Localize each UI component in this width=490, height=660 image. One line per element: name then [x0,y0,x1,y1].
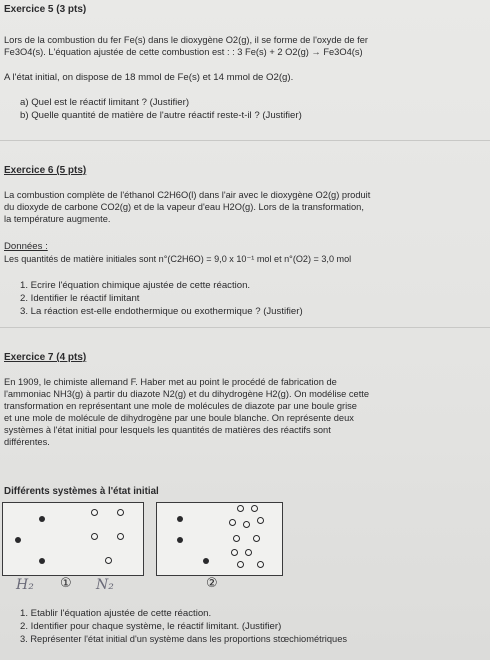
dihydrogen-molecule [243,521,250,528]
ex5-paragraph-line2: Fe3O4(s). L'équation ajustée de cette combustion est : : 3 Fe(s) + 2 O2(g) → Fe3O4(s) [4,47,363,57]
ex7-paragraph-line4: et une mole de molécule de dihydrogène par une boule blanche. On représente deux [4,413,354,423]
ex7-paragraph-line6: différentes. [4,437,50,447]
dihydrogen-molecule [229,519,236,526]
dihydrogen-molecule [117,509,124,516]
ex6-data-heading: Données : [4,241,48,252]
dihydrogen-molecule [257,561,264,568]
ex7-question-2: 2. Identifier pour chaque système, le réactif limitant. (Justifier) [20,621,282,632]
dihydrogen-molecule [91,509,98,516]
system-1-label: ① [60,575,72,590]
ex6-question-1: 1. Ecrire l'équation chimique ajustée de cette réaction. [20,280,251,291]
section-divider [0,327,490,328]
section-divider [0,140,490,141]
ex7-paragraph-line5: systèmes à l'état initial pour lesquels les quantités de matières des réactifs sont [4,425,331,435]
ex6-question-3: 3. La réaction est-elle endothermique ou exothermique ? (Justifier) [20,306,303,317]
ex7-paragraph-line3: transformation en représentant une mole de molécules de diazote par une boule grise [4,401,357,411]
dihydrogen-molecule [237,561,244,568]
diazote-molecule [203,558,209,564]
dihydrogen-molecule [257,517,264,524]
ex6-paragraph-line3: la température augmente. [4,214,111,224]
ex5-paragraph-line1: Lors de la combustion du fer Fe(s) dans le dioxygène O2(g), il se forme de l'oxyde de fer [4,35,369,45]
ex7-title: Exercice 7 (4 pts) [4,352,87,363]
dihydrogen-molecule [117,533,124,540]
ex7-paragraph-line2: l'ammoniac NH3(g) à partir du diazote N2(g) et du dihydrogène H2(g). On modélise cette [4,389,370,399]
dihydrogen-molecule [91,533,98,540]
dihydrogen-molecule [105,557,112,564]
ex7-question-3: 3. Représenter l'état initial d'un système dans les proportions stœchiométriques [20,634,348,644]
dihydrogen-molecule [237,505,244,512]
dihydrogen-molecule [251,505,258,512]
ex6-paragraph-line2: du dioxyde de carbone CO2(g) et de la vapeur d'eau H2O(g). Lors de la transformation, [4,202,364,212]
system-1-box [2,502,144,576]
dihydrogen-molecule [253,535,260,542]
system-2-box [156,502,283,576]
diazote-molecule [39,516,45,522]
dihydrogen-molecule [233,535,240,542]
ex5-initial-state: A l'état initial, on dispose de 18 mmol de Fe(s) et 14 mmol de O2(g). [4,72,294,83]
ex5-question-b: b) Quelle quantité de matière de l'autre réactif reste-t-il ? (Justifier) [20,110,302,121]
ex6-question-2: 2. Identifier le réactif limitant [20,293,140,304]
diazote-molecule [177,516,183,522]
ex7-paragraph-line1: En 1909, le chimiste allemand F. Haber met au point le procédé de fabrication de [4,377,337,387]
dihydrogen-molecule [231,549,238,556]
ex5-question-a: a) Quel est le réactif limitant ? (Justifier) [20,97,190,108]
diazote-molecule [177,537,183,543]
figure-title: Différents systèmes à l'état initial [4,486,159,497]
ex5-title: Exercice 5 (3 pts) [4,4,87,15]
dihydrogen-molecule [245,549,252,556]
handwritten-h2-note: H₂ [16,577,34,593]
diazote-molecule [39,558,45,564]
ex7-question-1: 1. Etablir l'équation ajustée de cette réaction. [20,608,212,619]
diazote-molecule [15,537,21,543]
handwritten-n2-note: N₂ [96,577,114,593]
ex6-title: Exercice 6 (5 pts) [4,165,87,176]
ex6-paragraph-line1: La combustion complète de l'éthanol C2H6O(l) dans l'air avec le dioxygène O2(g) produit [4,190,371,200]
system-2-label: ② [206,575,218,590]
ex6-initial-quantities: Les quantités de matière initiales sont n°(C2H6O) = 9,0 x 10⁻¹ mol et n°(O2) = 3,0 mol [4,254,352,264]
